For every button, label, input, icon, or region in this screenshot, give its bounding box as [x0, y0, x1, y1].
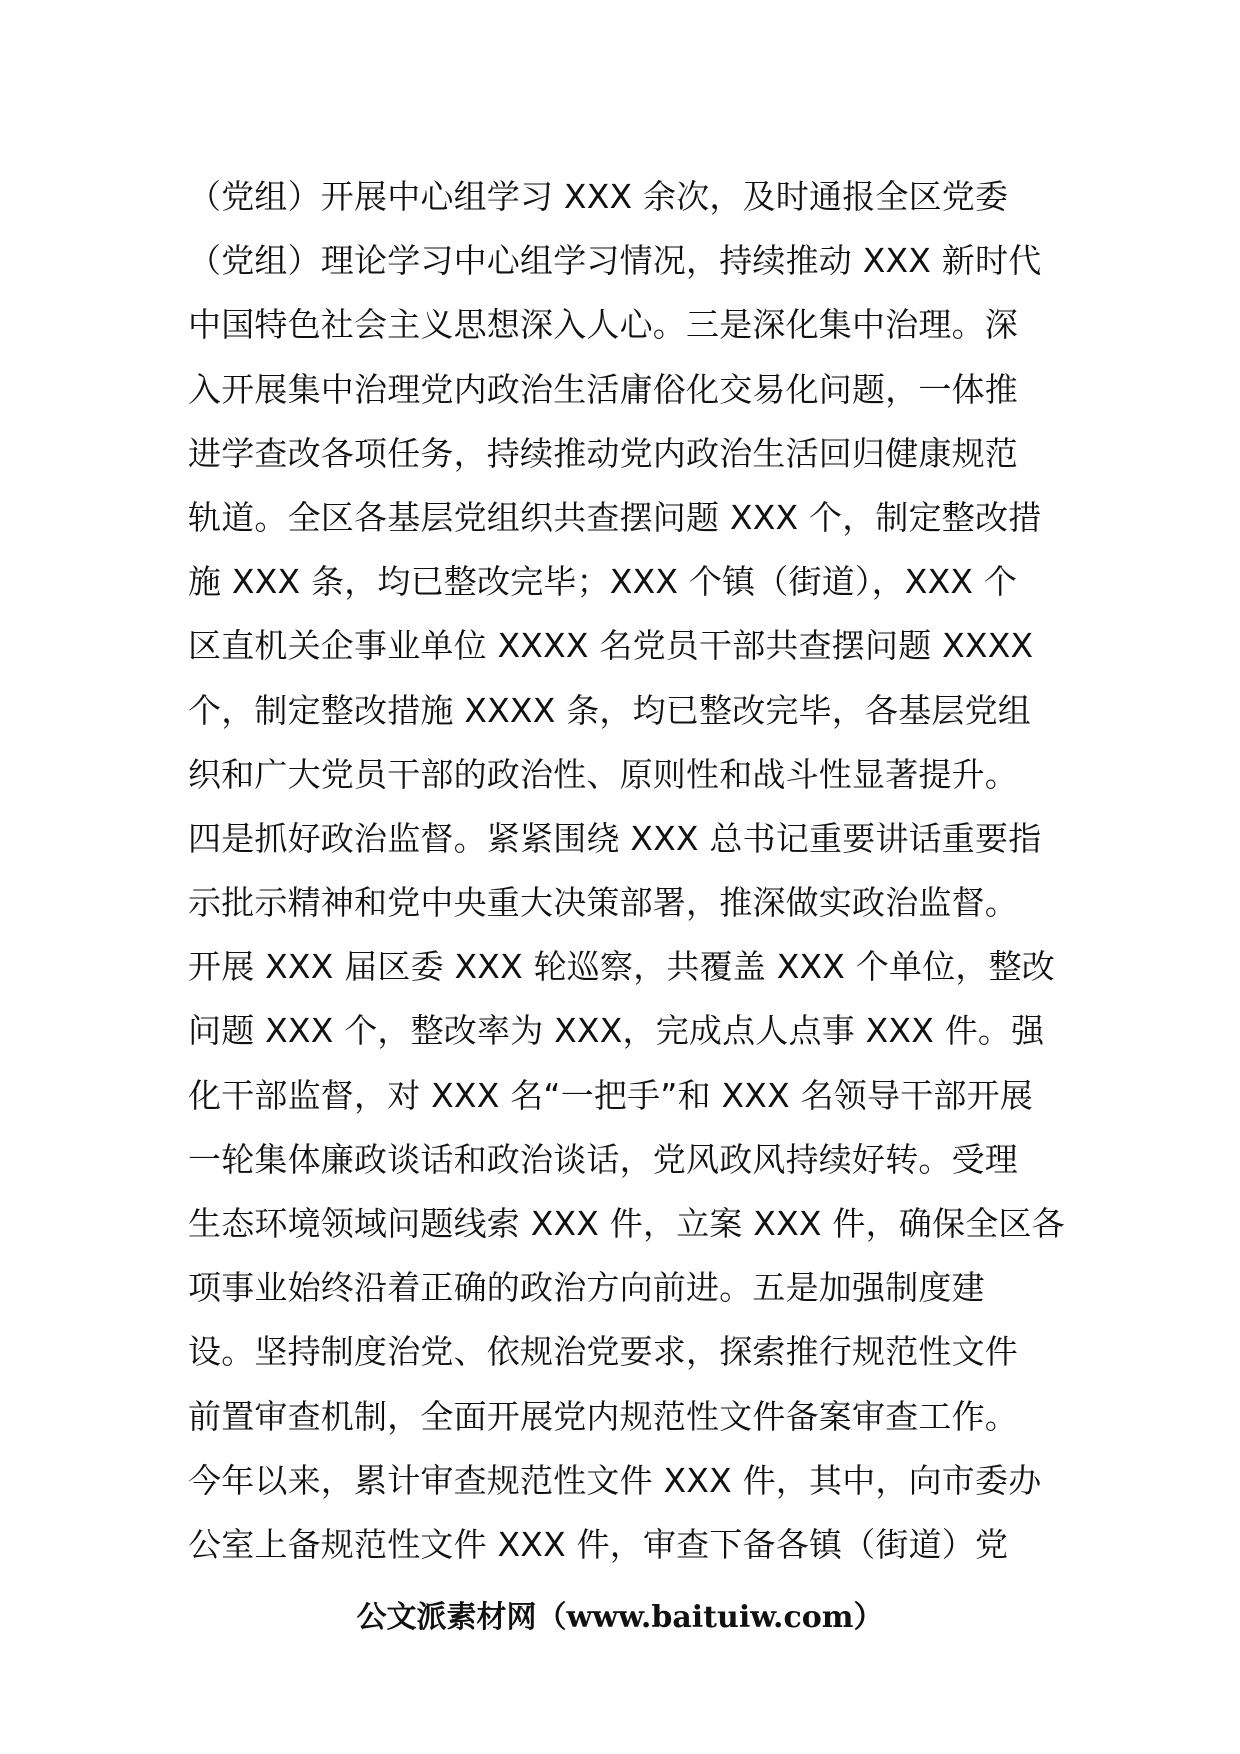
text-line: 入开展集中治理党内政治生活庸俗化交易化问题，一体推	[188, 369, 1018, 409]
text-line: 个，制定整改措施 XXXX 条，均已整改完毕，各基层党组	[188, 690, 1032, 730]
text-line: 设。坚持制度治党、依规治党要求，探索推行规范性文件	[188, 1332, 1018, 1372]
text-line: 中国特色社会主义思想深入人心。三是深化集中治理。深	[188, 305, 1018, 345]
text-line: 开展 XXX 届区委 XXX 轮巡察，共覆盖 XXX 个单位，整改	[188, 947, 1056, 987]
text-line: （党组）理论学习中心组学习情况，持续推动 XXX 新时代	[188, 241, 1042, 281]
text-line: 施 XXX 条，均已整改完毕；XXX 个镇（街道），XXX 个	[188, 562, 1018, 602]
body-text	[188, 165, 1068, 1577]
text-line: 问题 XXX 个，整改率为 XXX，完成点人点事 XXX 件。强	[188, 1011, 1045, 1051]
text-line: 轨道。全区各基层党组织共查摆问题 XXX 个，制定整改措	[188, 497, 1042, 537]
text-line: 前置审查机制，全面开展党内规范性文件备案审查工作。	[188, 1396, 1018, 1436]
text-line: 公室上备规范性文件 XXX 件，审查下备各镇（街道）党	[188, 1524, 1009, 1564]
text-line: 生态环境领域问题线索 XXX 件，立案 XXX 件，确保全区各	[188, 1204, 1065, 1243]
text-line: 区直机关企事业单位 XXXX 名党员干部共查摆问题 XXXX	[188, 626, 1034, 666]
text-line: 织和广大党员干部的政治性、原则性和战斗性显著提升。	[188, 754, 1018, 794]
text-line: 项事业始终沿着正确的政治方向前进。五是加强制度建	[188, 1268, 985, 1308]
text-line: 化干部监督，对 XXX 名“一把手”和 XXX 名领导干部开展	[188, 1075, 1033, 1115]
text-line: 今年以来，累计审查规范性文件 XXX 件，其中，向市委办	[188, 1460, 1042, 1500]
text-line: 示批示精神和党中央重大决策部署，推深做实政治监督。	[188, 883, 1018, 923]
text-line: 进学查改各项任务，持续推动党内政治生活回归健康规范	[188, 433, 1018, 473]
footer-watermark: 公文派素材网（www.baituiw.com）	[356, 1600, 884, 1635]
text-line: 一轮集体廉政谈话和政治谈话，党风政风持续好转。受理	[188, 1139, 1018, 1179]
text-line: 四是抓好政治监督。紧紧围绕 XXX 总书记重要讲话重要指	[188, 818, 1042, 858]
text-line: （党组）开展中心组学习 XXX 余次，及时通报全区党委	[188, 177, 1009, 216]
